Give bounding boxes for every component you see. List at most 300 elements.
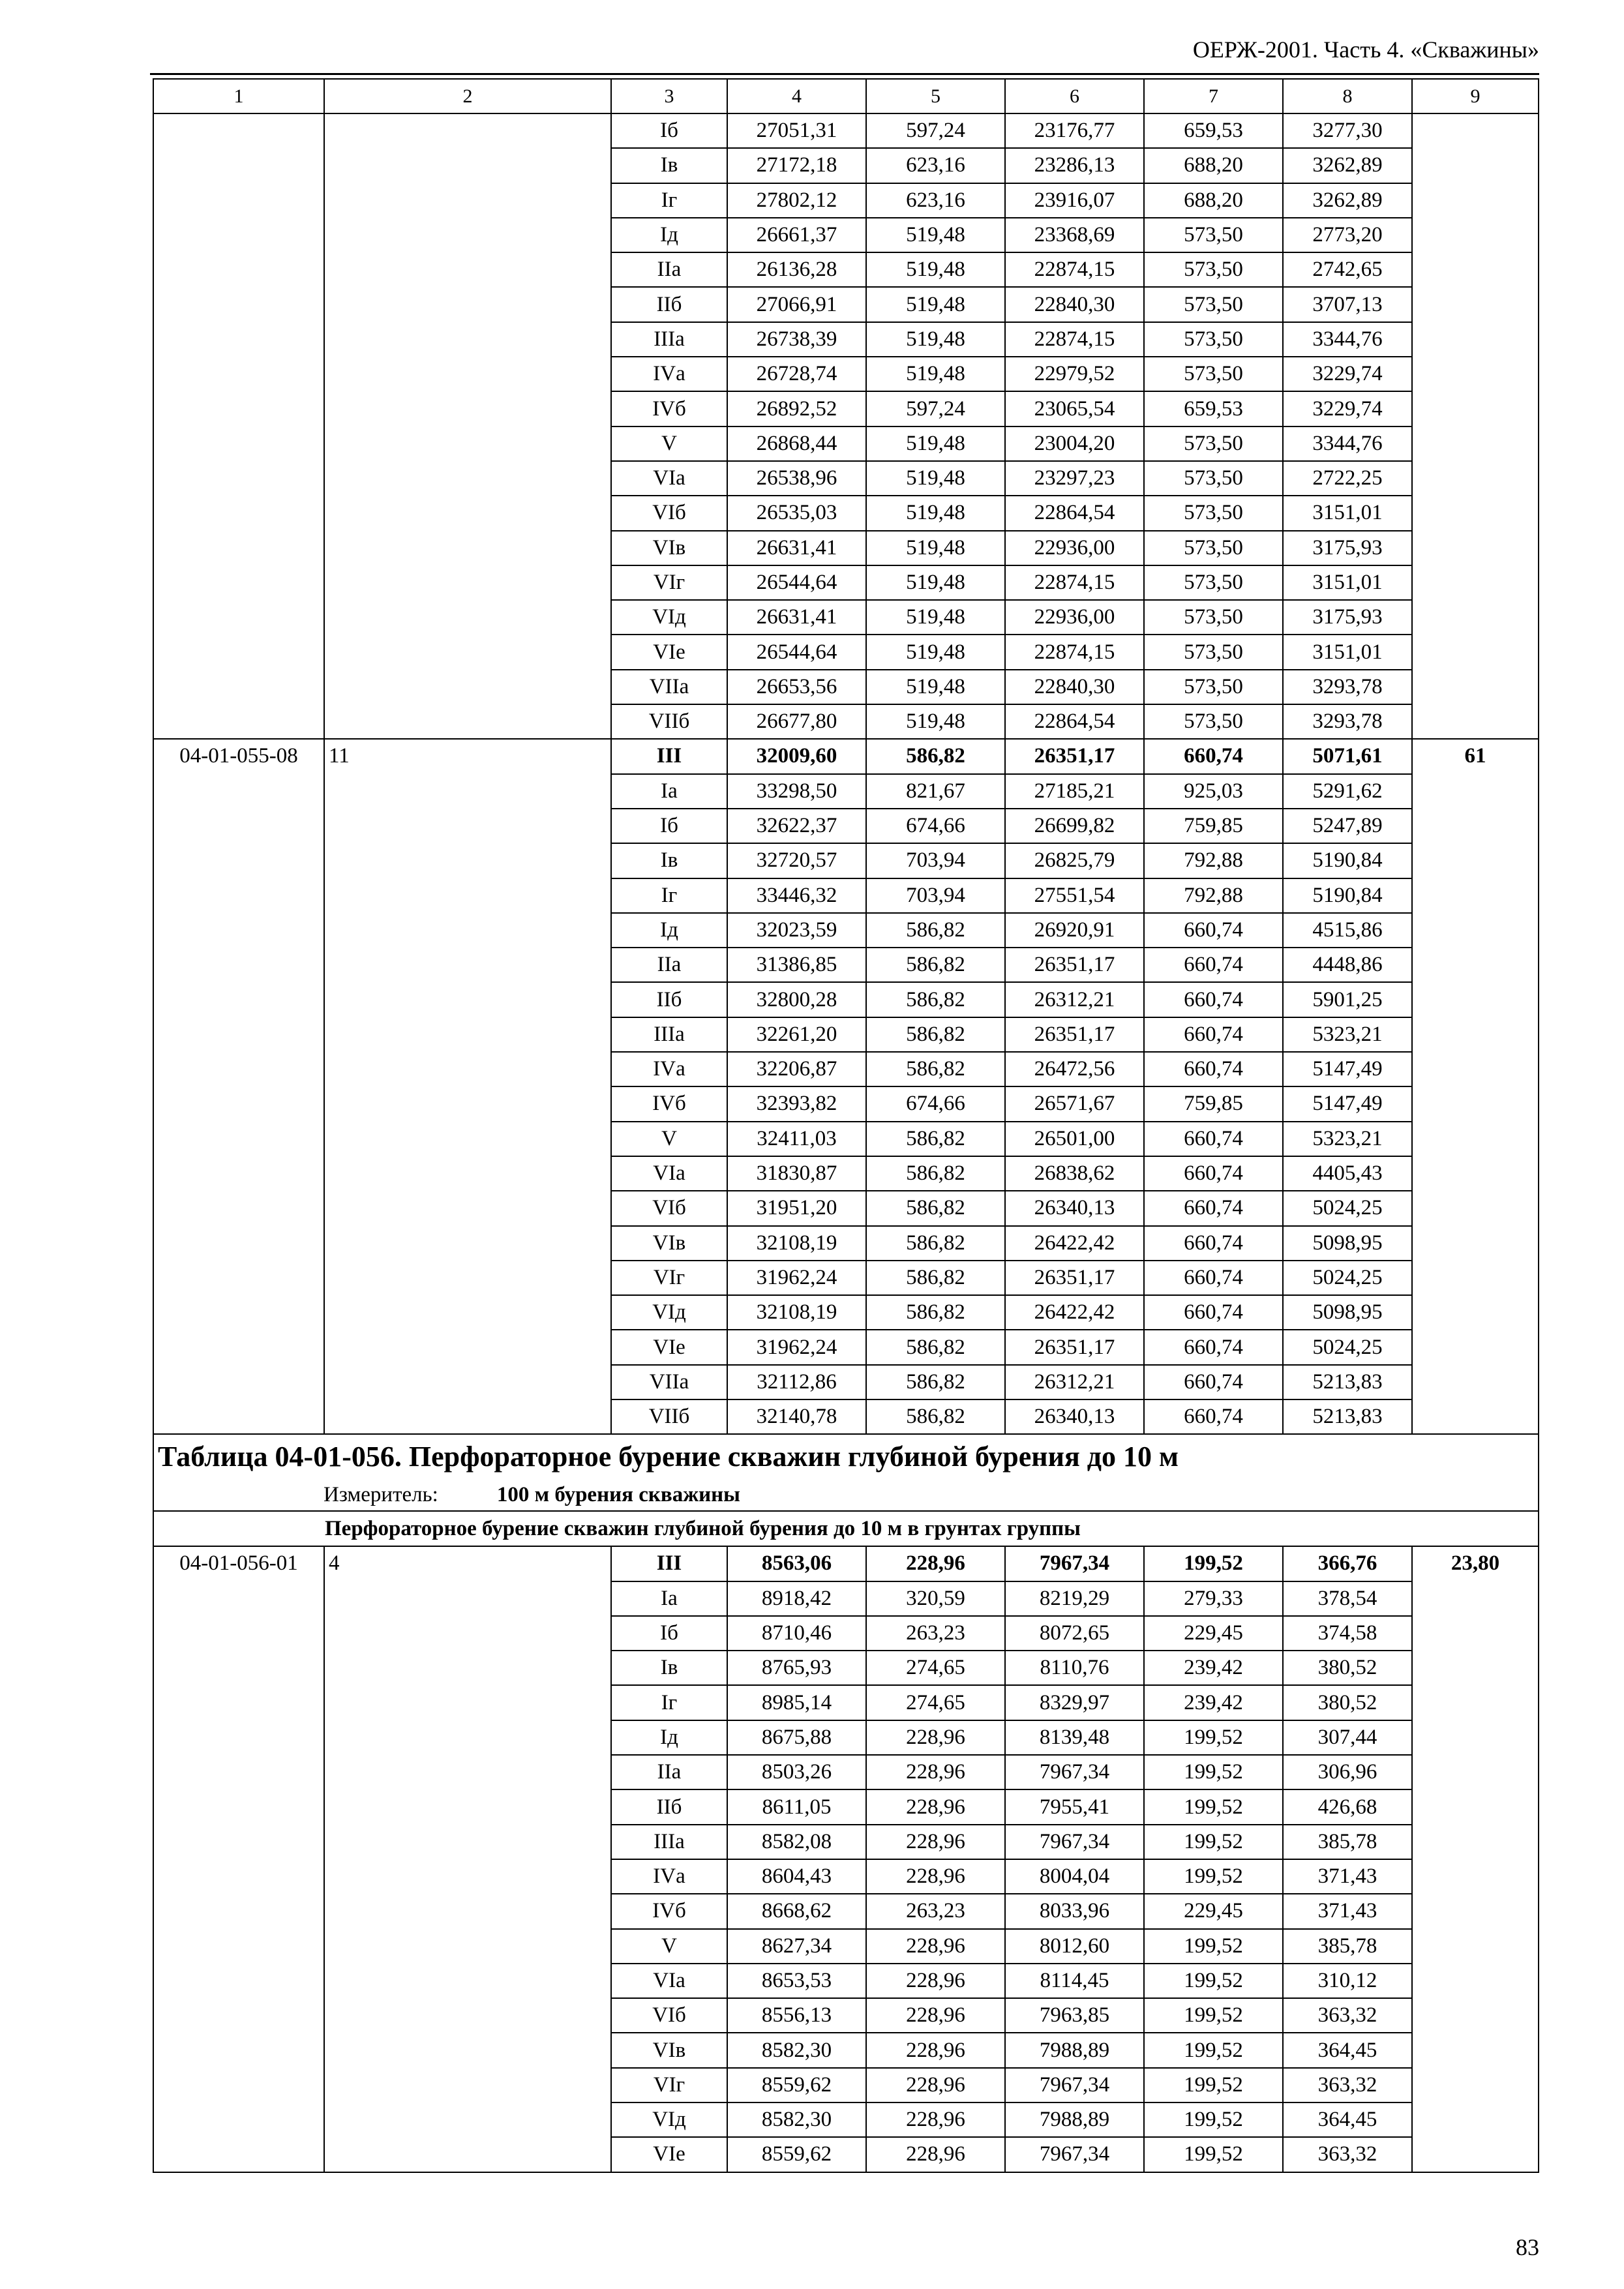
materials-cost: 5247,89 (1283, 809, 1412, 843)
materials-cost: 5098,95 (1283, 1295, 1412, 1330)
labor-wages: 320,59 (866, 1581, 1005, 1616)
materials-cost: 5190,84 (1283, 843, 1412, 878)
labor-wages: 703,94 (866, 843, 1005, 878)
materials-cost: 3262,89 (1283, 148, 1412, 183)
materials-cost: 3175,93 (1283, 600, 1412, 635)
labor-wages: 228,96 (866, 1964, 1005, 1998)
total-cost: 33446,32 (727, 878, 866, 913)
machine-cost: 22874,15 (1005, 322, 1144, 357)
machine-cost: 26825,79 (1005, 843, 1144, 878)
materials-cost: 3707,13 (1283, 287, 1412, 322)
total-cost: 32720,57 (727, 843, 866, 878)
soil-group: Iа (611, 774, 727, 809)
table-title: Таблица 04-01-056. Перфораторное бурение скважин глубиной бурения до 10 м (153, 1434, 1539, 1479)
machinist-wages: 279,33 (1144, 1581, 1283, 1616)
labor-wages: 674,66 (866, 809, 1005, 843)
machinist-wages: 229,45 (1144, 1616, 1283, 1651)
soil-group: VIв (611, 2033, 727, 2067)
total-cost: 26538,96 (727, 461, 866, 496)
norm-code: 04-01-056-01 (153, 1546, 324, 2172)
materials-cost: 5323,21 (1283, 1122, 1412, 1156)
total-cost: 32261,20 (727, 1017, 866, 1052)
machinist-wages: 660,74 (1144, 982, 1283, 1017)
soil-group: IVа (611, 357, 727, 391)
materials-cost: 5190,84 (1283, 878, 1412, 913)
total-cost: 8604,43 (727, 1859, 866, 1894)
machine-cost: 26571,67 (1005, 1086, 1144, 1121)
materials-cost: 3229,74 (1283, 357, 1412, 391)
meter-cell (153, 1479, 1539, 1511)
norms-table (153, 78, 1539, 2173)
labor-wages: 586,82 (866, 1191, 1005, 1225)
materials-cost: 3175,93 (1283, 531, 1412, 565)
labor-wages: 519,48 (866, 218, 1005, 252)
materials-cost: 380,52 (1283, 1651, 1412, 1685)
machine-cost: 26920,91 (1005, 913, 1144, 948)
machinist-wages: 199,52 (1144, 1929, 1283, 1964)
labor-wages: 519,48 (866, 600, 1005, 635)
machinist-wages: 199,52 (1144, 2102, 1283, 2137)
machine-cost: 23916,07 (1005, 183, 1144, 218)
column-number-3: 3 (611, 79, 727, 113)
machine-cost: 22874,15 (1005, 252, 1144, 287)
labor-wages: 586,82 (866, 1122, 1005, 1156)
soil-group: VIа (611, 1964, 727, 1998)
column-number-9: 9 (1412, 79, 1539, 113)
labor-wages: 228,96 (866, 1546, 1005, 1581)
machinist-wages: 573,50 (1144, 461, 1283, 496)
materials-cost: 4515,86 (1283, 913, 1412, 948)
labor-wages: 623,16 (866, 183, 1005, 218)
total-cost: 8582,30 (727, 2033, 866, 2067)
total-cost: 8559,62 (727, 2137, 866, 2172)
labor-wages: 228,96 (866, 2033, 1005, 2067)
total-cost: 27066,91 (727, 287, 866, 322)
machinist-wages: 792,88 (1144, 878, 1283, 913)
labor-wages: 586,82 (866, 1052, 1005, 1086)
soil-group: IVб (611, 391, 727, 426)
labor-wages: 263,23 (866, 1616, 1005, 1651)
total-cost: 26728,74 (727, 357, 866, 391)
total-cost: 32206,87 (727, 1052, 866, 1086)
table-title-row (153, 1434, 1539, 1479)
meter-value: 100 м бурения скважины (496, 1483, 740, 1507)
soil-group: VIд (611, 600, 727, 635)
total-cost: 8765,93 (727, 1651, 866, 1685)
total-cost: 32112,86 (727, 1365, 866, 1399)
machine-cost: 8329,97 (1005, 1685, 1144, 1720)
materials-cost: 374,58 (1283, 1616, 1412, 1651)
machine-cost: 26351,17 (1005, 739, 1144, 773)
machine-cost: 22840,30 (1005, 287, 1144, 322)
materials-cost: 5901,25 (1283, 982, 1412, 1017)
column-number-4: 4 (727, 79, 866, 113)
machinist-wages: 199,52 (1144, 1998, 1283, 2033)
machinist-wages: 229,45 (1144, 1894, 1283, 1928)
labor-wages: 519,48 (866, 287, 1005, 322)
page-header: ОЕРЖ-2001. Часть 4. «Скважины» (1192, 37, 1539, 63)
total-cost: 31951,20 (727, 1191, 866, 1225)
materials-cost: 3151,01 (1283, 635, 1412, 669)
materials-cost: 2773,20 (1283, 218, 1412, 252)
labor-wages: 586,82 (866, 948, 1005, 982)
soil-group: Iв (611, 843, 727, 878)
materials-cost: 363,32 (1283, 1998, 1412, 2033)
soil-group: VIIб (611, 704, 727, 739)
materials-cost: 5098,95 (1283, 1226, 1412, 1261)
machinist-wages: 660,74 (1144, 913, 1283, 948)
labor-wages: 228,96 (866, 1998, 1005, 2033)
machine-cost: 26340,13 (1005, 1399, 1144, 1434)
column-number-5: 5 (866, 79, 1005, 113)
materials-cost: 307,44 (1283, 1720, 1412, 1755)
section-title: Перфораторное бурение скважин глубиной бурения до 10 м в грунтах группы (153, 1511, 1539, 1546)
materials-cost: 5213,83 (1283, 1365, 1412, 1399)
machinist-wages: 199,52 (1144, 1720, 1283, 1755)
machine-cost: 26312,21 (1005, 982, 1144, 1017)
soil-group: VIе (611, 1330, 727, 1364)
meter-label: Измеритель: (323, 1483, 438, 1507)
total-cost: 26892,52 (727, 391, 866, 426)
soil-group: VIе (611, 635, 727, 669)
labor-wages: 597,24 (866, 113, 1005, 148)
soil-group: IVа (611, 1859, 727, 1894)
total-cost: 8653,53 (727, 1964, 866, 1998)
labor-wages: 821,67 (866, 774, 1005, 809)
soil-group: IIIа (611, 1017, 727, 1052)
machine-cost: 26472,56 (1005, 1052, 1144, 1086)
machine-cost: 7988,89 (1005, 2033, 1144, 2067)
total-cost: 26136,28 (727, 252, 866, 287)
machinist-wages: 573,50 (1144, 218, 1283, 252)
total-cost: 8918,42 (727, 1581, 866, 1616)
soil-group: IIIа (611, 1825, 727, 1859)
labor-hours: 61 (1412, 739, 1539, 1434)
soil-group: IIа (611, 252, 727, 287)
soil-group: VIв (611, 1226, 727, 1261)
soil-group: IIб (611, 982, 727, 1017)
materials-cost: 364,45 (1283, 2102, 1412, 2137)
soil-group: Iв (611, 148, 727, 183)
soil-group: IIа (611, 1755, 727, 1789)
machine-cost: 26838,62 (1005, 1156, 1144, 1191)
total-cost: 8627,34 (727, 1929, 866, 1964)
header-rule (150, 73, 1539, 75)
soil-group: VIа (611, 461, 727, 496)
machinist-wages: 660,74 (1144, 1052, 1283, 1086)
soil-group: IVа (611, 1052, 727, 1086)
labor-wages: 228,96 (866, 2068, 1005, 2102)
soil-group: IIб (611, 287, 727, 322)
machinist-wages: 573,50 (1144, 357, 1283, 391)
soil-group: VIг (611, 565, 727, 600)
total-cost: 31830,87 (727, 1156, 866, 1191)
soil-group: VIб (611, 1191, 727, 1225)
machine-cost: 26351,17 (1005, 1330, 1144, 1364)
page-number: 83 (1516, 2234, 1539, 2260)
materials-cost: 3293,78 (1283, 670, 1412, 704)
materials-cost: 363,32 (1283, 2137, 1412, 2172)
labor-wages: 228,96 (866, 1929, 1005, 1964)
total-cost: 32622,37 (727, 809, 866, 843)
labor-wages: 519,48 (866, 357, 1005, 391)
materials-cost: 3344,76 (1283, 426, 1412, 461)
labor-wages: 586,82 (866, 1399, 1005, 1434)
machine-cost: 26351,17 (1005, 1261, 1144, 1295)
total-cost: 31962,24 (727, 1261, 866, 1295)
labor-wages: 228,96 (866, 1789, 1005, 1824)
materials-cost: 364,45 (1283, 2033, 1412, 2067)
machinist-wages: 660,74 (1144, 1295, 1283, 1330)
total-cost: 8710,46 (727, 1616, 866, 1651)
machinist-wages: 688,20 (1144, 183, 1283, 218)
norm-code: 04-01-055-08 (153, 739, 324, 1434)
machine-cost: 22979,52 (1005, 357, 1144, 391)
machine-cost: 26312,21 (1005, 1365, 1144, 1399)
total-cost: 8668,62 (727, 1894, 866, 1928)
labor-wages: 586,82 (866, 1295, 1005, 1330)
soil-group: Iд (611, 218, 727, 252)
total-cost: 8611,05 (727, 1789, 866, 1824)
machine-cost: 8219,29 (1005, 1581, 1144, 1616)
labor-wages: 228,96 (866, 1720, 1005, 1755)
materials-cost: 306,96 (1283, 1755, 1412, 1789)
total-cost: 32009,60 (727, 739, 866, 773)
labor-hours: 23,80 (1412, 1546, 1539, 2172)
labor-wages: 519,48 (866, 531, 1005, 565)
labor-wages: 586,82 (866, 1330, 1005, 1364)
labor-wages: 274,65 (866, 1685, 1005, 1720)
crew-number: 11 (324, 739, 611, 1434)
materials-cost: 3229,74 (1283, 391, 1412, 426)
soil-group: IVб (611, 1086, 727, 1121)
crew-number (324, 113, 611, 739)
machinist-wages: 660,74 (1144, 739, 1283, 773)
machine-cost: 7967,34 (1005, 1755, 1144, 1789)
machine-cost: 26422,42 (1005, 1295, 1144, 1330)
machinist-wages: 660,74 (1144, 1017, 1283, 1052)
machine-cost: 26699,82 (1005, 809, 1144, 843)
soil-group: VIе (611, 2137, 727, 2172)
materials-cost: 366,76 (1283, 1546, 1412, 1581)
labor-wages: 586,82 (866, 1365, 1005, 1399)
total-cost: 31386,85 (727, 948, 866, 982)
machine-cost: 8110,76 (1005, 1651, 1144, 1685)
total-cost: 26631,41 (727, 531, 866, 565)
labor-wages: 586,82 (866, 1017, 1005, 1052)
labor-wages: 228,96 (866, 1755, 1005, 1789)
total-cost: 8556,13 (727, 1998, 866, 2033)
column-numbers-row (153, 79, 1539, 113)
materials-cost: 5024,25 (1283, 1330, 1412, 1364)
norm-code (153, 113, 324, 739)
machine-cost: 27185,21 (1005, 774, 1144, 809)
machine-cost: 26340,13 (1005, 1191, 1144, 1225)
machine-cost: 8004,04 (1005, 1859, 1144, 1894)
machine-cost: 22864,54 (1005, 704, 1144, 739)
soil-group: VIг (611, 1261, 727, 1295)
labor-wages: 274,65 (866, 1651, 1005, 1685)
machine-cost: 26351,17 (1005, 1017, 1144, 1052)
machinist-wages: 759,85 (1144, 809, 1283, 843)
machine-cost: 7967,34 (1005, 1825, 1144, 1859)
machine-cost: 7967,34 (1005, 2137, 1144, 2172)
total-cost: 27172,18 (727, 148, 866, 183)
soil-group: V (611, 1122, 727, 1156)
total-cost: 32108,19 (727, 1226, 866, 1261)
machinist-wages: 660,74 (1144, 948, 1283, 982)
machine-cost: 8033,96 (1005, 1894, 1144, 1928)
machine-cost: 22864,54 (1005, 496, 1144, 530)
machine-cost: 7967,34 (1005, 2068, 1144, 2102)
materials-cost: 2722,25 (1283, 461, 1412, 496)
machinist-wages: 573,50 (1144, 426, 1283, 461)
machinist-wages: 659,53 (1144, 391, 1283, 426)
soil-group: VIв (611, 531, 727, 565)
total-cost: 8559,62 (727, 2068, 866, 2102)
soil-group: VIа (611, 1156, 727, 1191)
machine-cost: 23297,23 (1005, 461, 1144, 496)
machinist-wages: 688,20 (1144, 148, 1283, 183)
materials-cost: 4405,43 (1283, 1156, 1412, 1191)
soil-group: Iб (611, 809, 727, 843)
materials-cost: 426,68 (1283, 1789, 1412, 1824)
total-cost: 33298,50 (727, 774, 866, 809)
machinist-wages: 199,52 (1144, 1789, 1283, 1824)
soil-group: IIб (611, 1789, 727, 1824)
machine-cost: 8012,60 (1005, 1929, 1144, 1964)
total-cost: 32411,03 (727, 1122, 866, 1156)
machinist-wages: 660,74 (1144, 1191, 1283, 1225)
machinist-wages: 573,50 (1144, 531, 1283, 565)
labor-wages: 519,48 (866, 496, 1005, 530)
total-cost: 8985,14 (727, 1685, 866, 1720)
machinist-wages: 199,52 (1144, 1859, 1283, 1894)
materials-cost: 5024,25 (1283, 1261, 1412, 1295)
total-cost: 26661,37 (727, 218, 866, 252)
soil-group: IVб (611, 1894, 727, 1928)
machine-cost: 7955,41 (1005, 1789, 1144, 1824)
total-cost: 27051,31 (727, 113, 866, 148)
machinist-wages: 573,50 (1144, 565, 1283, 600)
machinist-wages: 792,88 (1144, 843, 1283, 878)
total-cost: 31962,24 (727, 1330, 866, 1364)
column-number-8: 8 (1283, 79, 1412, 113)
column-number-1: 1 (153, 79, 324, 113)
labor-wages: 519,48 (866, 635, 1005, 669)
soil-group: V (611, 1929, 727, 1964)
materials-cost: 385,78 (1283, 1929, 1412, 1964)
soil-group: VIд (611, 1295, 727, 1330)
machine-cost: 27551,54 (1005, 878, 1144, 913)
materials-cost: 385,78 (1283, 1825, 1412, 1859)
materials-cost: 5024,25 (1283, 1191, 1412, 1225)
machinist-wages: 660,74 (1144, 1330, 1283, 1364)
materials-cost: 5291,62 (1283, 774, 1412, 809)
machinist-wages: 660,74 (1144, 1226, 1283, 1261)
soil-group: Iб (611, 113, 727, 148)
labor-wages: 228,96 (866, 1859, 1005, 1894)
soil-group: VIг (611, 2068, 727, 2102)
labor-wages: 228,96 (866, 2137, 1005, 2172)
materials-cost: 3277,30 (1283, 113, 1412, 148)
machine-cost: 23065,54 (1005, 391, 1144, 426)
machinist-wages: 573,50 (1144, 287, 1283, 322)
machine-cost: 23176,77 (1005, 113, 1144, 148)
machinist-wages: 659,53 (1144, 113, 1283, 148)
section-title-row (153, 1511, 1539, 1546)
total-cost: 26631,41 (727, 600, 866, 635)
labor-wages: 703,94 (866, 878, 1005, 913)
materials-cost: 310,12 (1283, 1964, 1412, 1998)
total-cost: 8503,26 (727, 1755, 866, 1789)
machine-cost: 22840,30 (1005, 670, 1144, 704)
labor-wages: 519,48 (866, 565, 1005, 600)
machine-cost: 7963,85 (1005, 1998, 1144, 2033)
machinist-wages: 199,52 (1144, 1825, 1283, 1859)
materials-cost: 5323,21 (1283, 1017, 1412, 1052)
total-cost: 32393,82 (727, 1086, 866, 1121)
total-cost: 32023,59 (727, 913, 866, 948)
materials-cost: 5147,49 (1283, 1086, 1412, 1121)
machine-cost: 7988,89 (1005, 2102, 1144, 2137)
machinist-wages: 199,52 (1144, 1546, 1283, 1581)
table-row (153, 1546, 1539, 1581)
materials-cost: 380,52 (1283, 1685, 1412, 1720)
soil-group: Iг (611, 183, 727, 218)
soil-group: VIIа (611, 1365, 727, 1399)
total-cost: 26535,03 (727, 496, 866, 530)
total-cost: 26544,64 (727, 565, 866, 600)
labor-wages: 586,82 (866, 913, 1005, 948)
machinist-wages: 573,50 (1144, 496, 1283, 530)
machinist-wages: 573,50 (1144, 635, 1283, 669)
column-number-7: 7 (1144, 79, 1283, 113)
table-row (153, 739, 1539, 773)
labor-wages: 586,82 (866, 739, 1005, 773)
machine-cost: 23368,69 (1005, 218, 1144, 252)
machinist-wages: 573,50 (1144, 600, 1283, 635)
materials-cost: 5213,83 (1283, 1399, 1412, 1434)
machinist-wages: 239,42 (1144, 1685, 1283, 1720)
table-row (153, 113, 1539, 148)
materials-cost: 3293,78 (1283, 704, 1412, 739)
labor-wages: 228,96 (866, 2102, 1005, 2137)
soil-group: Iв (611, 1651, 727, 1685)
materials-cost: 378,54 (1283, 1581, 1412, 1616)
materials-cost: 4448,86 (1283, 948, 1412, 982)
total-cost: 26677,80 (727, 704, 866, 739)
soil-group: III (611, 739, 727, 773)
labor-wages: 228,96 (866, 1825, 1005, 1859)
soil-group: VIб (611, 496, 727, 530)
soil-group: V (611, 426, 727, 461)
materials-cost: 3151,01 (1283, 565, 1412, 600)
column-number-2: 2 (324, 79, 611, 113)
machinist-wages: 199,52 (1144, 1755, 1283, 1789)
labor-wages: 623,16 (866, 148, 1005, 183)
labor-wages: 519,48 (866, 704, 1005, 739)
soil-group: III (611, 1546, 727, 1581)
materials-cost: 5071,61 (1283, 739, 1412, 773)
materials-cost: 371,43 (1283, 1859, 1412, 1894)
labor-wages: 519,48 (866, 670, 1005, 704)
machinist-wages: 573,50 (1144, 252, 1283, 287)
soil-group: VIIа (611, 670, 727, 704)
total-cost: 26544,64 (727, 635, 866, 669)
materials-cost: 2742,65 (1283, 252, 1412, 287)
soil-group: Iд (611, 1720, 727, 1755)
